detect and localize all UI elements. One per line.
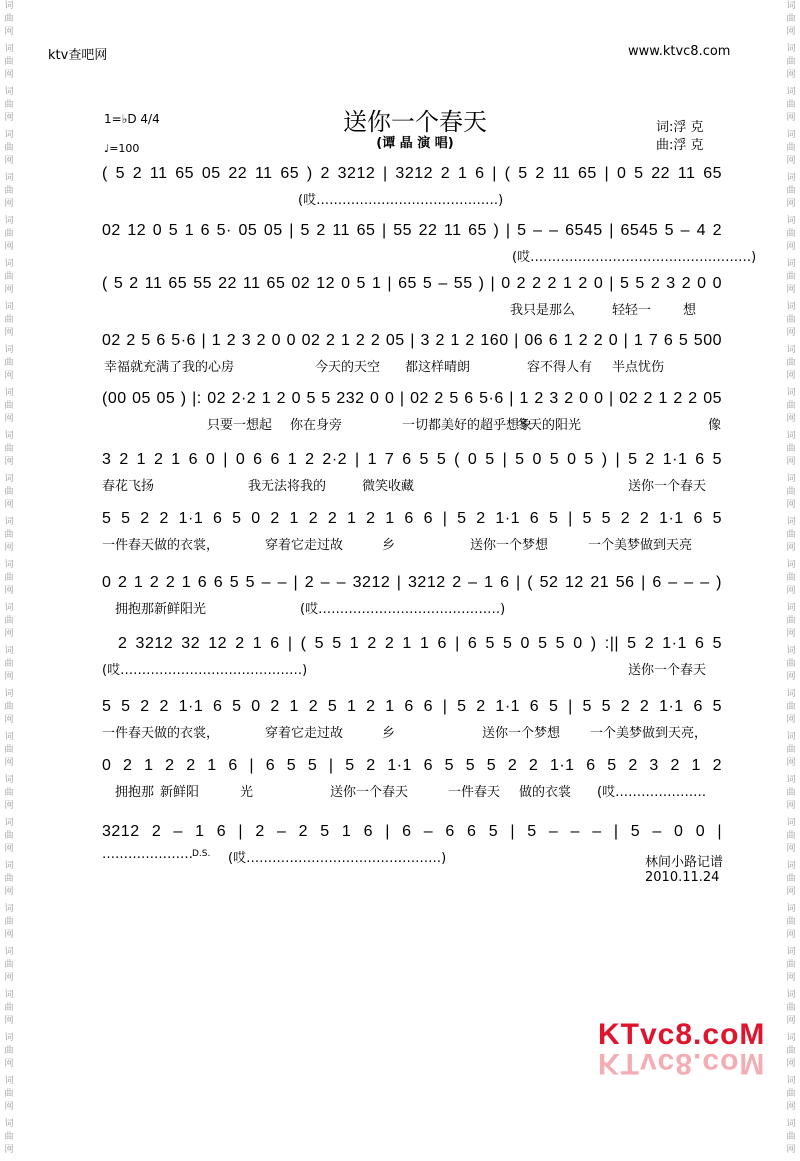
watermark-text: 词 曲 网 bbox=[786, 1119, 796, 1155]
watermark-text: 词 曲 网 bbox=[786, 517, 796, 553]
watermark-text: 词 曲 网 bbox=[4, 732, 14, 768]
watermark-text: 词 曲 网 bbox=[786, 173, 796, 209]
watermark-text: 词 曲 网 bbox=[4, 646, 14, 682]
site-url-right: www.ktvc8.com bbox=[628, 44, 731, 59]
notation-line: ( 5 2 11 65 55 22 11 65 02 12 0 5 1 | 65 5 – 55 ) | 0 2 2 2 1 2 0 | 5 5 2 3 2 0 0 bbox=[102, 275, 722, 292]
lyric-segment: (哎……………………………………) bbox=[102, 663, 308, 678]
lyric-segment: 一切都美好的超乎想象 bbox=[402, 418, 533, 433]
lyric-segment: 送你一个梦想 bbox=[470, 538, 549, 553]
lyric-segment: 一件春天做的衣裳， bbox=[102, 726, 220, 741]
watermark-text: 词 曲 网 bbox=[4, 216, 14, 252]
lyric-segment: 微笑收藏 bbox=[362, 479, 415, 494]
watermark-text: 词 曲 网 bbox=[786, 560, 796, 596]
watermark-text: 词 曲 网 bbox=[786, 345, 796, 381]
watermark-text: 词 曲 网 bbox=[786, 818, 796, 854]
lyric-segment: 送你一个春天 bbox=[628, 663, 707, 678]
watermark-text: 词 曲 网 bbox=[4, 388, 14, 424]
lyric-segment: 乡 bbox=[382, 538, 396, 553]
watermark-text: 词 曲 网 bbox=[4, 818, 14, 854]
watermark-text: 词 曲 网 bbox=[786, 259, 796, 295]
watermark-text: 词 曲 网 bbox=[786, 947, 796, 983]
left-watermark-strip bbox=[2, 0, 16, 1161]
watermark-text: 词 曲 网 bbox=[786, 603, 796, 639]
lyric-segment: (哎………………… bbox=[597, 785, 707, 800]
watermark-text: 词 曲 网 bbox=[4, 904, 14, 940]
song-title: 送你一个春天 bbox=[343, 108, 487, 136]
lyric-segment: 你在身旁 bbox=[290, 418, 343, 433]
lyric-segment: 一个美梦做到天亮， bbox=[590, 726, 708, 741]
lyric-segment: 一件春天 bbox=[448, 785, 501, 800]
notation-line: ( 5 2 11 65 05 22 11 65 ) 2 3212 | 3212 2 1 6 | ( 5 2 11 65 | 0 5 22 11 65 bbox=[102, 165, 722, 182]
lyric-segment: D.S. bbox=[192, 849, 211, 859]
date: 2010.11.24 bbox=[645, 870, 720, 885]
lyric-segment: 容不得人有 bbox=[527, 360, 593, 375]
lyric-segment: 拥抱那新鲜阳光 bbox=[115, 602, 207, 617]
watermark-text: 词 曲 网 bbox=[4, 1, 14, 37]
notation-line: 02 12 0 5 1 6 5· 05 05 | 5 2 11 65 | 55 22 11 65 ) | 5 – – 6545 | 6545 5 – 4 2 bbox=[102, 222, 722, 239]
notation-line: (00 05 05 ) |: 02 2·2 1 2 0 5 5 232 0 0 | 02 2 5 6 5·6 | 1 2 3 2 0 0 | 02 2 1 2 2 05 bbox=[102, 390, 722, 407]
lyric-segment: 送你一个春天 bbox=[628, 479, 707, 494]
ktvc8-logo-reflection: KTvc8.coM bbox=[598, 1047, 766, 1080]
watermark-text: 词 曲 网 bbox=[4, 44, 14, 80]
watermark-text: 词 曲 网 bbox=[786, 44, 796, 80]
lyric-segment: 冬天的阳光 bbox=[516, 418, 582, 433]
lyric-segment: 新鲜阳 bbox=[160, 785, 200, 800]
watermark-text: 词 曲 网 bbox=[786, 861, 796, 897]
right-watermark-strip bbox=[784, 0, 798, 1161]
notation-line: 5 5 2 2 1·1 6 5 0 2 1 2 2 1 2 1 6 6 | 5 2 1·1 6 5 | 5 5 2 2 1·1 6 5 bbox=[102, 510, 722, 527]
singer: (谭 晶 演 唱) bbox=[376, 136, 454, 151]
lyric-segment: 像 bbox=[708, 418, 722, 433]
notation-line: 3 2 1 2 1 6 0 | 0 6 6 1 2 2·2 | 1 7 6 5 5 ( 0 5 | 5 0 5 0 5 ) | 5 2 1·1 6 5 bbox=[102, 451, 722, 468]
notation-line: 2 3212 32 12 2 1 6 | ( 5 5 1 2 2 1 1 6 | 6 5 5 0 5 5 0 ) :|| 5 2 1·1 6 5 bbox=[118, 635, 722, 652]
watermark-text: 词 曲 网 bbox=[4, 173, 14, 209]
lyric-segment: 想 bbox=[683, 303, 697, 318]
notation-line: 3212 2 – 1 6 | 2 – 2 5 1 6 | 6 – 6 6 5 | 5 – – – | 5 – 0 0 | bbox=[102, 823, 722, 840]
watermark-text: 词 曲 网 bbox=[786, 904, 796, 940]
lyric-segment: 穿着它走过故 bbox=[265, 538, 344, 553]
key-signature: 1=♭D 4/4 bbox=[104, 112, 160, 126]
watermark-text: 词 曲 网 bbox=[4, 1119, 14, 1155]
watermark-text: 词 曲 网 bbox=[786, 474, 796, 510]
lyric-segment: 一个美梦做到天亮 bbox=[588, 538, 693, 553]
watermark-text: 词 曲 网 bbox=[4, 861, 14, 897]
watermark-text: 词 曲 网 bbox=[786, 216, 796, 252]
watermark-text: 词 曲 网 bbox=[786, 130, 796, 166]
watermark-text: 词 曲 网 bbox=[786, 1033, 796, 1069]
transcriber: 林间小路记谱 bbox=[645, 855, 724, 870]
watermark-text: 词 曲 网 bbox=[4, 775, 14, 811]
watermark-text: 词 曲 网 bbox=[786, 1076, 796, 1112]
watermark-text: 词 曲 网 bbox=[4, 947, 14, 983]
lyric-segment: 送你一个春天 bbox=[330, 785, 409, 800]
notation-line: 02 2 5 6 5·6 | 1 2 3 2 0 0 02 2 1 2 2 05 | 3 2 1 2 160 | 06 6 1 2 2 0 | 1 7 6 5 500 bbox=[102, 332, 722, 349]
lyric-segment: 轻轻一 bbox=[612, 303, 652, 318]
watermark-text: 词 曲 网 bbox=[4, 990, 14, 1026]
watermark-text: 词 曲 网 bbox=[4, 345, 14, 381]
watermark-text: 词 曲 网 bbox=[786, 431, 796, 467]
lyric-segment: ………………… bbox=[102, 847, 193, 862]
watermark-text: 词 曲 网 bbox=[4, 259, 14, 295]
lyric-segment: 做的衣裳 bbox=[519, 785, 572, 800]
watermark-text: 词 曲 网 bbox=[786, 775, 796, 811]
lyric-segment: 今天的天空 bbox=[315, 360, 381, 375]
watermark-text: 词 曲 网 bbox=[786, 388, 796, 424]
lyric-segment: 我只是那么 bbox=[510, 303, 576, 318]
tempo: ♩=100 bbox=[104, 142, 140, 155]
notation-line: 0 2 1 2 2 1 6 | 6 5 5 | 5 2 1·1 6 5 5 5 2 2 1·1 6 5 2 3 2 1 2 bbox=[102, 757, 722, 774]
watermark-text: 词 曲 网 bbox=[786, 87, 796, 123]
notation-line: 5 5 2 2 1·1 6 5 0 2 1 2 5 1 2 1 6 6 | 5 2 1·1 6 5 | 5 5 2 2 1·1 6 5 bbox=[102, 698, 722, 715]
lyric-segment: 乡 bbox=[382, 726, 396, 741]
lyric-segment: 春花飞扬 bbox=[102, 479, 155, 494]
lyricist: 词:浮 克 bbox=[656, 120, 704, 135]
lyric-segment: 穿着它走过故 bbox=[265, 726, 344, 741]
lyric-segment: 都这样晴朗 bbox=[405, 360, 471, 375]
lyric-segment: (哎……………………………………………) bbox=[512, 250, 757, 265]
composer: 曲:浮 克 bbox=[656, 138, 704, 153]
watermark-text: 词 曲 网 bbox=[786, 990, 796, 1026]
watermark-text: 词 曲 网 bbox=[4, 689, 14, 725]
watermark-text: 词 曲 网 bbox=[786, 302, 796, 338]
notation-line: 0 2 1 2 2 1 6 6 5 5 – – | 2 – – 3212 | 3212 2 – 1 6 | ( 52 12 21 56 | 6 – – – ) bbox=[102, 574, 722, 591]
lyric-segment: (哎……………………………………) bbox=[300, 602, 506, 617]
watermark-text: 词 曲 网 bbox=[786, 646, 796, 682]
watermark-text: 词 曲 网 bbox=[4, 517, 14, 553]
lyric-segment: 半点忧伤 bbox=[612, 360, 665, 375]
lyric-segment: 送你一个梦想 bbox=[482, 726, 561, 741]
lyric-segment: 幸福就充满了我的心房 bbox=[104, 360, 235, 375]
ktvc8-logo: KTvc8.coM bbox=[598, 1018, 766, 1051]
watermark-text: 词 曲 网 bbox=[4, 560, 14, 596]
lyric-segment: 我无法将我的 bbox=[248, 479, 327, 494]
watermark-text: 词 曲 网 bbox=[4, 1076, 14, 1112]
lyric-segment: 光 bbox=[240, 785, 254, 800]
watermark-text: 词 曲 网 bbox=[4, 1033, 14, 1069]
lyric-segment: (哎………………………………………) bbox=[228, 851, 447, 866]
watermark-text: 词 曲 网 bbox=[4, 87, 14, 123]
site-name-left: ktv查吧网 bbox=[48, 48, 108, 63]
watermark-text: 词 曲 网 bbox=[4, 431, 14, 467]
lyric-segment: (哎……………………………………) bbox=[298, 193, 504, 208]
lyric-segment: 一件春天做的衣裳， bbox=[102, 538, 220, 553]
watermark-text: 词 曲 网 bbox=[4, 302, 14, 338]
watermark-text: 词 曲 网 bbox=[786, 732, 796, 768]
watermark-text: 词 曲 网 bbox=[4, 130, 14, 166]
watermark-text: 词 曲 网 bbox=[786, 689, 796, 725]
lyric-segment: 只要一想起 bbox=[207, 418, 273, 433]
watermark-text: 词 曲 网 bbox=[4, 603, 14, 639]
watermark-text: 词 曲 网 bbox=[786, 1, 796, 37]
watermark-text: 词 曲 网 bbox=[4, 474, 14, 510]
lyric-segment: 拥抱那 bbox=[115, 785, 155, 800]
